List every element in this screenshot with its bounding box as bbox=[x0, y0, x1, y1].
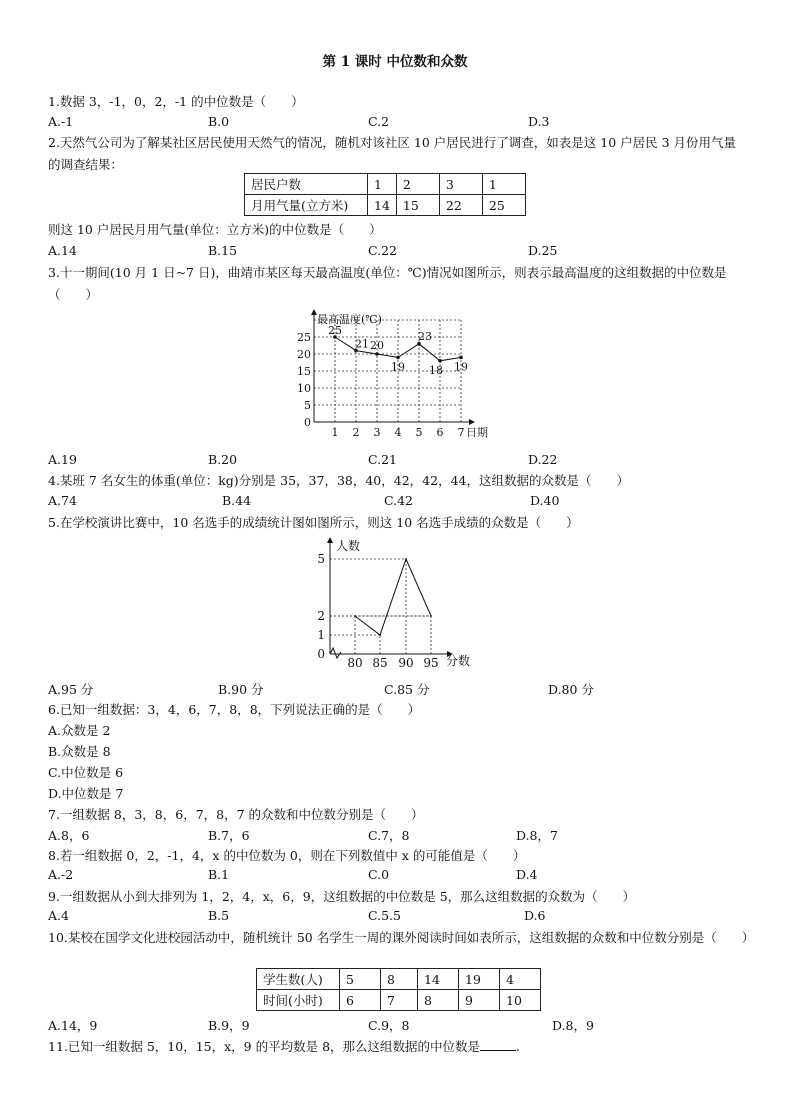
y-tick-label: 0 bbox=[317, 647, 325, 661]
q8-option-c[interactable]: C.0 bbox=[368, 867, 390, 882]
q5-option-b[interactable]: B.90 分 bbox=[218, 682, 264, 697]
table-cell: 9 bbox=[459, 990, 500, 1011]
q4-option-c[interactable]: C.42 bbox=[384, 493, 413, 508]
q7-option-d[interactable]: D.8，7 bbox=[516, 828, 558, 843]
table-cell: 居民户数 bbox=[245, 174, 368, 195]
x-tick-label: 4 bbox=[394, 426, 402, 439]
q3-option-b[interactable]: B.20 bbox=[208, 452, 238, 467]
table-row bbox=[245, 195, 526, 216]
q1-stem: 1.数据 3，-1，0，2，-1 的中位数是（ ） bbox=[48, 94, 304, 109]
table-cell: 14 bbox=[418, 969, 459, 990]
table-cell: 7 bbox=[381, 990, 418, 1011]
x-tick-label: 90 bbox=[398, 656, 414, 670]
q7-stem: 7.一组数据 8，3，8，6，7，8，7 的众数和中位数分别是（ ） bbox=[48, 807, 424, 822]
q11-tail: . bbox=[516, 1039, 521, 1054]
table-cell: 1 bbox=[368, 174, 397, 195]
q9-option-b[interactable]: B.5 bbox=[208, 908, 230, 923]
q3-option-d[interactable]: D.22 bbox=[528, 452, 558, 467]
y-tick-label: 20 bbox=[297, 348, 311, 361]
q10-stem: 10.某校在国学文化进校园活动中，随机统计 50 名学生一周的课外阅读时间如表所示，这组数据的众数和中位数分别是（ ） bbox=[48, 930, 755, 945]
table-cell: 14 bbox=[368, 195, 397, 216]
q5-stem: 5.在学校演讲比赛中，10 名选手的成绩统计图如图所示，则这 10 名选手成绩的众数是（ ） bbox=[48, 515, 579, 530]
table-cell: 22 bbox=[439, 195, 482, 216]
x-tick-label: 3 bbox=[373, 426, 381, 439]
q4-option-a[interactable]: A.74 bbox=[48, 493, 77, 508]
q2-follow: 则这 10 户居民月用气量(单位：立方米)的中位数是（ ） bbox=[48, 222, 382, 237]
data-label: 20 bbox=[370, 339, 384, 352]
table-cell: 时间(小时) bbox=[257, 990, 340, 1011]
table-cell: 5 bbox=[340, 969, 381, 990]
x-tick-label: 7 bbox=[457, 426, 465, 439]
x-tick-label: 95 bbox=[423, 656, 439, 670]
q5-option-a[interactable]: A.95 分 bbox=[48, 682, 94, 697]
q3-option-c[interactable]: C.21 bbox=[368, 452, 397, 467]
table-cell: 19 bbox=[459, 969, 500, 990]
x-axis-label: 分数 bbox=[446, 654, 471, 668]
y-axis-label: 最高温度(℃) bbox=[317, 313, 382, 326]
table-cell: 月用气量(立方米) bbox=[245, 195, 368, 216]
q2-option-d[interactable]: D.25 bbox=[528, 243, 558, 258]
table-cell: 25 bbox=[482, 195, 525, 216]
q1-option-a[interactable]: A.-1 bbox=[48, 114, 74, 129]
q8-option-b[interactable]: B.1 bbox=[208, 867, 230, 882]
q8-option-d[interactable]: D.4 bbox=[516, 867, 538, 882]
q1-option-d[interactable]: D.3 bbox=[528, 114, 550, 129]
q6-option-d[interactable]: D.中位数是 7 bbox=[48, 786, 124, 801]
table-cell: 15 bbox=[396, 195, 439, 216]
q8-stem: 8.若一组数据 0，2，-1，4，x 的中位数为 0，则在下列数值中 x 的可能值是（ ） bbox=[48, 848, 526, 863]
table-cell: 8 bbox=[381, 969, 418, 990]
y-tick-label: 0 bbox=[304, 416, 311, 429]
q10-option-d[interactable]: D.8，9 bbox=[552, 1018, 594, 1033]
q3-option-a[interactable]: A.19 bbox=[48, 452, 77, 467]
x-tick-label: 5 bbox=[415, 426, 423, 439]
q4-stem: 4.某班 7 名女生的体重(单位：kg)分别是 35，37，38，40，42，42，44，这组数据的众数是（ ） bbox=[48, 473, 629, 488]
data-label: 25 bbox=[328, 324, 342, 337]
series-line bbox=[355, 559, 431, 635]
data-point bbox=[459, 356, 463, 360]
x-tick-label: 6 bbox=[436, 426, 444, 439]
q7-option-b[interactable]: B.7，6 bbox=[208, 828, 250, 843]
data-label: 19 bbox=[454, 360, 468, 374]
axis-break-icon bbox=[330, 648, 341, 658]
table-cell: 3 bbox=[439, 174, 482, 195]
temperature-line-chart bbox=[290, 306, 510, 442]
q2-table bbox=[244, 173, 526, 216]
q10-option-a[interactable]: A.14，9 bbox=[48, 1018, 98, 1033]
q5-option-d[interactable]: D.80 分 bbox=[548, 682, 594, 697]
q4-option-d[interactable]: D.40 bbox=[530, 493, 560, 508]
data-point bbox=[375, 352, 379, 356]
q1-option-b[interactable]: B.0 bbox=[208, 114, 230, 129]
y-tick-label: 10 bbox=[297, 382, 311, 395]
table-cell: 4 bbox=[500, 969, 541, 990]
q9-option-c[interactable]: C.5.5 bbox=[368, 908, 401, 923]
q2-option-b[interactable]: B.15 bbox=[208, 243, 238, 258]
data-point bbox=[430, 615, 432, 617]
q10-option-b[interactable]: B.9，9 bbox=[208, 1018, 250, 1033]
data-label: 21 bbox=[355, 337, 369, 351]
answer-blank[interactable] bbox=[480, 1038, 516, 1051]
data-point bbox=[438, 359, 442, 363]
table-cell: 1 bbox=[482, 174, 525, 195]
x-tick-label: 2 bbox=[352, 426, 360, 439]
x-tick-label: 85 bbox=[372, 656, 388, 670]
data-label: 23 bbox=[418, 329, 432, 343]
q4-option-b[interactable]: B.44 bbox=[222, 493, 252, 508]
x-tick-label: 80 bbox=[347, 656, 363, 670]
y-tick-label: 1 bbox=[317, 628, 325, 642]
q6-stem: 6.已知一组数据：3，4，6，7，8，8，下列说法正确的是（ ） bbox=[48, 702, 421, 717]
table-cell: 学生数(人) bbox=[257, 969, 340, 990]
q2-stem: 2.天然气公司为了解某社区居民使用天然气的情况，随机对该社区 10 户居民进行了调查，如表是这 10 户居民 3 月份用气量的调查结果： bbox=[48, 135, 737, 172]
table-row bbox=[245, 174, 526, 195]
q8-option-a[interactable]: A.-2 bbox=[48, 867, 74, 882]
page-title: 第 1 课时 中位数和众数 bbox=[322, 54, 468, 70]
q2-option-a[interactable]: A.14 bbox=[48, 243, 77, 258]
q9-stem: 9.一组数据从小到大排列为 1，2，4，x，6，9，这组数据的中位数是 5，那么这组数据的众数为（ ） bbox=[48, 889, 636, 904]
y-tick-label: 15 bbox=[297, 365, 311, 378]
q11-stem: 11.已知一组数据 5，10，15，x，9 的平均数是 8，那么这组数据的中位数是 bbox=[48, 1039, 481, 1054]
q3-stem: 3.十一期间(10 月 1 日~7 日)，曲靖市某区每天最高温度(单位：℃)情况如图所示，则表示最高温度的这组数据的中位数是（ ） bbox=[48, 265, 727, 302]
y-tick-label: 2 bbox=[317, 609, 325, 623]
x-tick-label: 1 bbox=[331, 426, 339, 439]
chart-grid bbox=[330, 559, 431, 654]
table-row bbox=[257, 990, 541, 1011]
table-cell: 6 bbox=[340, 990, 381, 1011]
data-point bbox=[405, 558, 407, 560]
x-axis-label: 日期 bbox=[466, 426, 488, 439]
table-cell: 2 bbox=[396, 174, 439, 195]
score-line-chart bbox=[310, 534, 480, 670]
q9-option-d[interactable]: D.6 bbox=[524, 908, 546, 923]
q1-option-c[interactable]: C.2 bbox=[368, 114, 390, 129]
y-tick-label: 5 bbox=[317, 552, 325, 566]
q6-option-c[interactable]: C.中位数是 6 bbox=[48, 765, 124, 780]
y-tick-label: 25 bbox=[297, 331, 311, 344]
y-tick-label: 5 bbox=[304, 399, 311, 412]
q7-option-a[interactable]: A.8，6 bbox=[48, 828, 90, 843]
q10-table bbox=[256, 968, 541, 1011]
q6-option-b[interactable]: B.众数是 8 bbox=[48, 744, 111, 759]
table-row bbox=[257, 969, 541, 990]
table-cell: 8 bbox=[418, 990, 459, 1011]
q9-option-a[interactable]: A.4 bbox=[48, 908, 69, 923]
data-label: 18 bbox=[429, 363, 443, 377]
table-cell: 10 bbox=[500, 990, 541, 1011]
data-label: 19 bbox=[391, 360, 405, 374]
q10-option-c[interactable]: C.9，8 bbox=[368, 1018, 410, 1033]
q6-option-a[interactable]: A.众数是 2 bbox=[48, 723, 111, 738]
data-point bbox=[354, 615, 356, 617]
y-axis-label: 人数 bbox=[336, 539, 361, 553]
q5-option-c[interactable]: C.85 分 bbox=[384, 682, 430, 697]
data-point bbox=[396, 356, 400, 360]
data-point bbox=[379, 634, 381, 636]
q2-option-c[interactable]: C.22 bbox=[368, 243, 397, 258]
q11-stem-line bbox=[48, 1037, 520, 1055]
q7-option-c[interactable]: C.7，8 bbox=[368, 828, 410, 843]
